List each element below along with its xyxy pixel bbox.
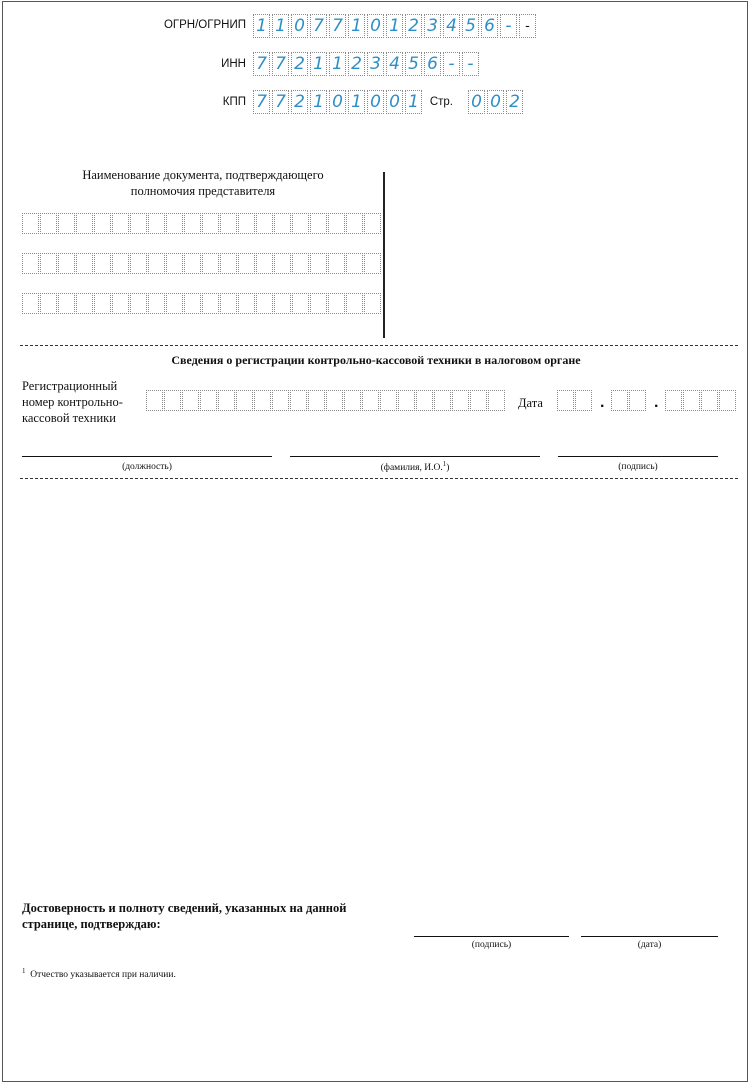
empty-char-cell[interactable] [22,253,39,274]
char-cell[interactable]: 3 [424,14,441,38]
empty-char-cell[interactable] [130,213,147,234]
empty-char-cell[interactable] [346,213,363,234]
empty-char-cell[interactable] [184,253,201,274]
empty-char-cell[interactable] [166,253,183,274]
date-separator: . [600,394,605,411]
empty-char-cell[interactable] [274,253,291,274]
empty-char-cell[interactable] [274,213,291,234]
section-divider [383,172,385,338]
empty-char-cell[interactable] [701,390,718,411]
empty-char-cell[interactable] [130,253,147,274]
empty-char-cell[interactable] [328,213,345,234]
reg-number-field[interactable] [146,390,506,411]
char-cell[interactable]: 1 [253,14,270,38]
registration-title: Сведения о регистрации контрольно-кассовой техники в налоговом органе [171,353,581,367]
char-cell[interactable]: 0 [291,14,308,38]
char-cell[interactable]: 7 [253,90,270,114]
dashed-separator [20,345,738,346]
char-cell[interactable]: 0 [386,90,403,114]
empty-char-cell[interactable] [452,390,469,411]
empty-char-cell[interactable] [200,390,217,411]
empty-char-cell[interactable] [256,253,273,274]
ogrn-label: ОГРН/ОГРНИП [163,19,246,31]
doc-name-row[interactable] [22,213,382,234]
empty-char-cell[interactable] [22,213,39,234]
char-cell[interactable]: 0 [487,90,504,114]
empty-char-cell[interactable] [683,390,700,411]
empty-char-cell[interactable] [94,293,111,314]
empty-char-cell[interactable] [665,390,682,411]
doc-name-row[interactable] [22,253,382,274]
empty-char-cell[interactable] [557,390,574,411]
position-line[interactable] [22,456,272,457]
empty-char-cell[interactable] [254,390,271,411]
date-month-field[interactable] [611,390,647,411]
empty-char-cell[interactable] [182,390,199,411]
empty-char-cell[interactable] [58,293,75,314]
empty-char-cell[interactable] [148,293,165,314]
char-cell[interactable]: - [443,52,460,76]
dashed-separator [20,478,738,479]
empty-char-cell[interactable] [94,253,111,274]
inn-field[interactable] [253,52,481,76]
name-line[interactable] [290,456,540,457]
empty-char-cell[interactable] [344,390,361,411]
footnote: $^1$ Отчество указывается при наличии. [22,967,176,981]
empty-char-cell[interactable] [292,213,309,234]
empty-char-cell[interactable] [40,293,57,314]
form-page [2,1,748,1082]
empty-char-cell[interactable] [611,390,628,411]
empty-char-cell[interactable] [364,293,381,314]
empty-char-cell[interactable] [112,293,129,314]
char-cell[interactable]: 0 [367,14,384,38]
char-cell[interactable]: 2 [506,90,523,114]
empty-char-cell[interactable] [290,390,307,411]
empty-char-cell[interactable] [308,390,325,411]
empty-char-cell[interactable] [236,390,253,411]
position-caption: (должность) [122,462,172,472]
empty-char-cell[interactable] [76,213,93,234]
empty-char-cell[interactable] [220,213,237,234]
signature-caption: (подпись) [618,462,658,472]
empty-char-cell[interactable] [488,390,505,411]
char-cell[interactable]: 2 [405,14,422,38]
char-cell[interactable]: 1 [348,90,365,114]
empty-char-cell[interactable] [629,390,646,411]
empty-char-cell[interactable] [220,293,237,314]
confirm-signature-line[interactable] [414,936,569,937]
char-cell[interactable]: 7 [310,14,327,38]
date-year-field[interactable] [665,390,737,411]
empty-char-cell[interactable] [76,293,93,314]
reg-number-label: Регистрационный номер контрольно-кассовой техники [22,379,123,425]
date-separator: . [654,394,659,411]
signature-line[interactable] [558,456,718,457]
empty-char-cell[interactable] [146,390,163,411]
char-cell[interactable]: 6 [424,52,441,76]
char-cell[interactable]: 1 [272,14,289,38]
char-cell[interactable]: 0 [367,90,384,114]
char-cell[interactable]: 4 [443,14,460,38]
char-cell[interactable]: 3 [367,52,384,76]
empty-char-cell[interactable] [148,213,165,234]
empty-char-cell[interactable] [364,253,381,274]
char-cell[interactable]: 5 [405,52,422,76]
empty-char-cell[interactable] [130,293,147,314]
empty-char-cell[interactable] [719,390,736,411]
empty-char-cell[interactable] [22,293,39,314]
char-cell[interactable]: 1 [348,14,365,38]
char-cell[interactable]: 0 [468,90,485,114]
empty-char-cell[interactable] [470,390,487,411]
empty-char-cell[interactable] [202,293,219,314]
empty-char-cell[interactable] [256,293,273,314]
empty-char-cell[interactable] [292,293,309,314]
empty-char-cell[interactable] [220,253,237,274]
empty-char-cell[interactable] [328,253,345,274]
empty-char-cell[interactable] [238,293,255,314]
empty-char-cell[interactable] [218,390,235,411]
confirm-date-line[interactable] [581,936,718,937]
empty-char-cell[interactable] [575,390,592,411]
doc-name-row[interactable] [22,293,382,314]
empty-char-cell[interactable] [272,390,289,411]
empty-char-cell[interactable] [202,253,219,274]
empty-char-cell[interactable] [346,293,363,314]
char-cell[interactable]: 2 [291,52,308,76]
char-cell[interactable]: 1 [329,52,346,76]
empty-char-cell[interactable] [202,213,219,234]
empty-char-cell[interactable] [364,213,381,234]
char-cell[interactable]: 1 [310,52,327,76]
date-label: Дата [518,396,543,410]
char-cell[interactable]: 7 [272,90,289,114]
empty-char-cell[interactable] [184,213,201,234]
empty-char-cell[interactable] [346,253,363,274]
empty-char-cell[interactable] [380,390,397,411]
empty-char-cell[interactable] [112,253,129,274]
empty-char-cell[interactable] [112,213,129,234]
empty-char-cell[interactable] [238,253,255,274]
empty-char-cell[interactable] [292,253,309,274]
char-cell[interactable]: 2 [291,90,308,114]
char-cell[interactable]: 4 [386,52,403,76]
empty-char-cell[interactable] [256,213,273,234]
empty-char-cell[interactable] [434,390,451,411]
empty-char-cell[interactable] [310,293,327,314]
empty-char-cell[interactable] [238,213,255,234]
char-cell[interactable]: 6 [481,14,498,38]
char-cell[interactable]: 7 [272,52,289,76]
empty-char-cell[interactable] [164,390,181,411]
name-caption: (фамилия, И.О.$^1$) [380,460,450,474]
date-day-field[interactable] [557,390,593,411]
empty-char-cell[interactable] [148,253,165,274]
doc-title: Наименование документа, подтверждающего полномочия представителя [82,168,324,198]
char-cell[interactable]: 7 [329,14,346,38]
empty-char-cell[interactable] [58,253,75,274]
empty-char-cell[interactable] [310,253,327,274]
char-cell[interactable]: 7 [253,52,270,76]
char-cell[interactable]: 1 [310,90,327,114]
confirmation-text: Достоверность и полноту сведений, указанных на данной странице, подтверждаю: [22,901,347,931]
empty-char-cell[interactable] [362,390,379,411]
empty-char-cell[interactable] [166,293,183,314]
char-cell[interactable]: - [519,14,536,38]
empty-char-cell[interactable] [326,390,343,411]
empty-char-cell[interactable] [274,293,291,314]
page-number-field[interactable] [468,90,525,114]
empty-char-cell[interactable] [328,293,345,314]
empty-char-cell[interactable] [94,213,111,234]
char-cell[interactable]: 5 [462,14,479,38]
empty-char-cell[interactable] [76,253,93,274]
confirm-signature-caption: (подпись) [471,940,512,950]
empty-char-cell[interactable] [58,213,75,234]
empty-char-cell[interactable] [40,253,57,274]
confirm-date-caption: (дата) [637,940,662,950]
page-label: Стр. [429,96,453,108]
kpp-label: КПП [222,96,246,108]
char-cell[interactable]: 1 [405,90,422,114]
char-cell[interactable]: 1 [386,14,403,38]
empty-char-cell[interactable] [166,213,183,234]
char-cell[interactable]: 0 [329,90,346,114]
empty-char-cell[interactable] [184,293,201,314]
empty-char-cell[interactable] [398,390,415,411]
inn-label: ИНН [221,58,246,70]
empty-char-cell[interactable] [416,390,433,411]
empty-char-cell[interactable] [310,213,327,234]
empty-char-cell[interactable] [40,213,57,234]
char-cell[interactable]: - [462,52,479,76]
ogrn-field[interactable] [253,14,538,38]
char-cell[interactable]: - [500,14,517,38]
char-cell[interactable]: 2 [348,52,365,76]
